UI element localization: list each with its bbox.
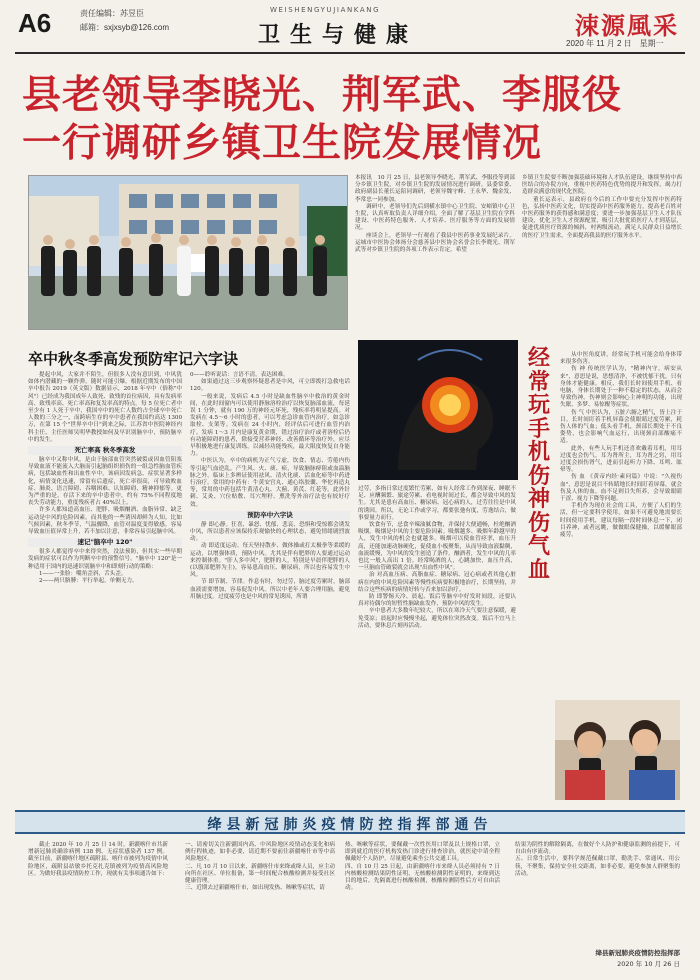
stroke-para: 1——一张脸：嘴角歪斜，舌头歪。 xyxy=(39,570,127,577)
stroke-para: 很多人都觉得卒中来得突然，没法预防，但其实一些早期发病的症状可以作为判断卒中的预警信号。"脑卒中 120"是一种适用于国内的迅速识别脑卒中和即刻行动的策略： xyxy=(28,549,182,570)
phone-para: 此外，有些人玩手机还喜欢戴着耳机，用耳过度也会伤气。耳为肾所主，耳为肾之窍，用耳过度会损伤肾气，进而引起听力下降、耳鸣、眩晕等。 xyxy=(560,445,682,474)
section-title: 卫生与健康 xyxy=(258,22,419,48)
stroke-para: 卒中患者大多数年纪较大，所以在寒冷天气要注意保暖，避免受凉；晨起时应慢慢坐起，避免体位突然改变。饭后不宜马上活动，要休息片刻再活动。 xyxy=(358,608,516,629)
title-char: 气 xyxy=(527,534,550,559)
phone-para: 伤 神 传统医学认为，"精神内守，病安从来"，意思是说，思想清净，不被忧郁干扰，只有身体才能健康。相反，我们长时间使用手机、看电脑，身体长期处于一种不稳定的状态，从而会导致伤神。伤神则会影响心主神明的功能，出现失眠、多梦、易惊醒等症状。 xyxy=(560,366,682,409)
visit-group-photo xyxy=(28,175,348,330)
stroke-subhead: 预防卒中六字诀 xyxy=(190,511,350,520)
stroke-para: 节 即节制、节律。作息有时，勿过劳，脑过度劳累时，脑部血液需要增加，容易促发中风。所以中老年人要合理用脑，避免用脑过度。过度疲劳也是中风的常见诱因，所谓 xyxy=(190,579,350,600)
brain-illustration xyxy=(358,340,518,480)
stroke-para: 防 即警惕天冷、晨起、饭后等脑卒中好发时间段，还要认真对待偶尔的短暂性脑缺血发作，预防中风的发生。 xyxy=(358,594,516,608)
stroke-para: 脑卒中又称中风，是由于脑部血管突然破裂或因血管阻塞导致血液不能流入大脑而引起脑组织损伤的一组急性脑血管疾病，包括缺血性和出血性卒中。该病因发病急，症状显著多样化，病情变化迅速，常留有后遗症，死亡率很高，可导致败血症、肺炎、语言障碍、吞咽困难、认知障碍、精神抑郁等。更为严重的是，存活下来的卒中患者中，约有 75%不同程度地丧失劳动能力，重度残疾者占 40%以上。 xyxy=(28,457,182,507)
phone-para: 从中医角度讲，经常玩手机可能会给身体带来很多伤害。 xyxy=(560,352,682,366)
page-number: A6 xyxy=(18,8,52,38)
notice-col-4: 结果为阴性的解除隔离，在做好个人防护和健康监测的前提下，可自由有序流动。 五、日常生活中，要科学规范佩戴口罩，勤洗手、常通风、用公筷，不聚集，保持安全社交距离，如非必要，避免参加人群聚集的活动。 xyxy=(515,842,680,877)
kids-phone-photo xyxy=(555,700,680,800)
stroke-para: 动 即适度运动。每天坚持散步、做体操或打太极拳等柔缓的运动，以增强体质，预防中风。尤其是伴有肥胖的人要通过运动来控制体重。"肝人多中风"，肥胖的人，特别是早晨伴肥胖的人(以腹部肥胖为主)，容易患高血压、糖尿病，所以也容易发生中风。 xyxy=(190,543,350,579)
issue-date: 2020 年 11 月 2 日 星期一 xyxy=(566,39,664,48)
title-char: 手 xyxy=(527,416,550,442)
notice-signature-date: 2020 年 10 月 26 日 xyxy=(617,960,680,968)
stroke-para: 中医认为，卒中的病机为正气亏虚，饮食、情志、劳倦内伤等引起气血逆乱，产生风、火、痰、瘀，导致脑脉痹阻或血溢脑脉之外，临床上多辨证使用祛风、清火化痰、活血化瘀等中药进行治疗。常用的中药有：牛黄安宫丸、通心络胶囊、华佗再造丸等，常用的中药包括牛黄清心丸、大薊、黄芪、红花等。此外针刺、艾灸、穴位贴敷、耳穴埋籽、熏洗等外治疗法也有较好疗效。 xyxy=(190,458,350,508)
lead-para: 董长运表示，县政府在今后的工作中要充分发挥中医药特色，弘扬中医药文化，切实提高中医药服务能力，提高老百姓对中医药服务的获得感和满意度；要进一步加强基层卫生人才队伍建设，优化卫生人才资源配置，吸引大批优质医疗人才到基层，促进优质医疗资源的倾斜，村两级流动，满足人民群众日益增长的医疗卫生需求，全面提高我县的医疗服务水平。 xyxy=(522,196,682,239)
title-char: 伤 xyxy=(527,463,550,489)
article-stroke-title: 卒中秋冬季高发预防牢记六字诀 xyxy=(28,350,239,368)
notice-title: 绛县新冠肺炎疫情防控指挥部通告 xyxy=(207,817,493,833)
email-label: 邮箱：sxjxsyb@126.com xyxy=(80,23,170,32)
stroke-col-3 xyxy=(358,486,516,630)
notice-col-1: 截止 2020 年 10 月 25 日 14 时，新疆喀什市共新增新冠肺炎确诊病例 138 例、无症状感染者 137 例。截至目前，新疆喀什地区疏附县、喀什市被列为疫情中风险地区，疏附县站敏乡托克扎克镇被列为疫情高风险地区。为做好我县疫情防控工作，现就有关事项通告如下： xyxy=(28,842,168,877)
title-char: 神 xyxy=(527,487,550,512)
stroke-col-1 xyxy=(28,372,182,585)
headline-line-1: 县老领导李晓光、荆军武、李服役 xyxy=(22,73,623,118)
masthead-logo: 涑源風采 xyxy=(575,11,679,40)
stroke-para: 饮食有节，忌食辛辣油腻食物，并保持大便通畅，杜绝酗酒吸烟。吸烟是中风的主要危险因素。吸烟越多、吸烟年龄越早的人，发生中风的机会也就越多。吸烟可以使血管痉挛，血压升高，还能加速动脉硬化，促使血小板聚集，从而导致血液黏稠，血流缓慢，为中风的发生创造了条件。酗酒者，发生中风的几率也比一般人高出 1 倍。经常喝酒的人，心跳加快，血压升高，一旦脑血管破裂就会出现"出血性中风"。 xyxy=(358,522,516,572)
lead-para: 乡镇卫生院要不断加强基础环境和人才队伍建设，继续坚持中西医结合的办院方向，重视中医药特色优势的提升和发挥，竭力打造群众满意的现代化医院。 xyxy=(522,175,682,196)
stroke-col-2 xyxy=(190,372,350,601)
stroke-subhead: 速记"脑卒中 120" xyxy=(28,538,182,547)
phone-article-text xyxy=(560,352,682,539)
lead-para: 本报讯 10 月 25 日，县老领导李晓光、荆军武、李服役等到部分乡镇卫生院，对乡镇卫生院的发展情况进行调研。县委常委、政府副县长董长运陪同调研，老领导魏守峰、王永华、魏金发、李常忠一同参加。 xyxy=(355,175,515,203)
notice-signature: 绛县新冠肺炎疫情防控指挥部 xyxy=(595,949,680,957)
title-char: 机 xyxy=(527,440,550,465)
phone-para: 伤 血 《黄帝内经·素问篇》中说："久视伤血"，意思是说目不转睛地长时间盯着屏幕，就会伤及人体的血。血不足则目失所养，会导致眼睛干涩、视力下降等问题。 xyxy=(560,474,682,503)
notice-banner xyxy=(15,810,685,834)
lead-article-col-1 xyxy=(355,175,515,254)
stroke-para: 0——聆听说话：言语不清，表达困难。 xyxy=(190,372,289,378)
stroke-para: 一般来说，发病后 4.5 小时是缺血性脑卒中救治的黄金时间，在此时间窗内可以使用静脉溶栓治疗以恢复脑部血流，每延误 1 分钟，就有 190 万的神经元坏死，残疾率将明显提高。对发病在 4.5～6 小时的患者，可以考虑急诊血管内治疗，如急诊取栓、支架等。发病在 24 小时内，经评估后可进行血管内治疗。发病 1～3 月内是康复黄金期，错过治疗治疗或者溶栓后仍有功能障碍的患者，除接受营养神经、改善循环等治疗外，应尽早积极地进行康复训练，以减轻功能残疾，最大限度恢复自身能力。 xyxy=(190,393,350,458)
stroke-para: 静 即心静。狂喜、暴怒、忧郁、悲哀、恐惧和受惊都会诱发中风，所以患者应该保持乐观愉快的心理状态，避免情绪剧烈波动。 xyxy=(190,521,350,543)
stroke-para: 治 对高血压病、高脂血症、糖尿病、冠心病或者其他心脏病在内的中风危险因素等慢性疾病要积极地治疗，长期坚持，并结合这些疾病的病情好转与否来加以治疗。 xyxy=(358,572,516,593)
editor-label: 责任编辑：苏昱臣 xyxy=(80,9,144,18)
title-char: 玩 xyxy=(527,393,550,418)
phone-para: 伤 气 中医认为，五脏六腑之精气，皆上注于目。长时间盯着手机屏幕会使眼睛过度劳累，耗伤人体的气血；低头看手机，颈部长期处于不良姿势，也会影响气血运行，出现颈肩部酸痛不适。 xyxy=(560,409,682,445)
stroke-para: 许多人都知道高血压、肥胖、吸烟酗酒、血脂异常、缺乏运动是中风的危险因素，而其他的一些诱因却鲜为人知。比如气候因素，秋冬季节，气温骤降，血管对温度变得敏感，容易导致血压值异常上升，若不加以注意，非常容易引起脑中风。 xyxy=(28,507,182,536)
stroke-para: 如果通过这三步观察怀疑患者是中风，可立即拨打急救电话 120。 xyxy=(190,379,350,393)
title-char: 常 xyxy=(527,369,550,395)
phone-article-title xyxy=(525,347,553,582)
lead-para: 座谈会上，老领导一行观看了我县中医药事业发展纪录片。运城市中医协会体扬分会慈善县中医协会名誉会长李晓光、荆军武等对乡镇卫生院的各项工作表示肯定，希望 xyxy=(355,232,515,254)
headline-line-2: 一行调研乡镇卫生院发展情况 xyxy=(22,121,543,166)
title-char: 血 xyxy=(527,557,550,583)
stroke-para: 过劳，多指日常过度繁忙劳累、如有人经常工作到深夜、睡眠不足、应酬频繁、旅途劳累、看电视时间过长，都会导致中风的发生。尤其是患有高血压、糖尿病、冠心病的人，过劳往往是中风的诱因。所以，无论工作或学习，都要张弛有度，劳逸结合，做事要量力而行。 xyxy=(358,486,516,521)
title-char: 伤 xyxy=(527,510,550,536)
stroke-subhead: 死亡率高 秋冬季高发 xyxy=(28,446,182,455)
phone-para: 手机作为现在社会的工具，方便了人们的生活，但一定要科学使用，如果不可避免地需要长时间使用手机，建议每隔一段时间休息一下，闭目养神，或者远眺，做做眼保健操，以缓解眼部疲劳。 xyxy=(560,503,682,539)
notice-col-2: 一、请密切关注新疆国内高、中风险地区疫情动态变化和病例行程轨迹，如非必要，请近期不要前往新疆喀什市等中高风险地区。 二、凡 10 月 10 日以来，新疆喀什市来绛或绛人员，应主动向所在社区、单位报备，第一时间配合核酸检测并接受社区健康管理。 三、近期去过新疆喀什市，如出现发热、咳嗽等症状，请 xyxy=(185,842,336,892)
stroke-para: 2——两只胳膊：平行举起，单侧无力。 xyxy=(39,578,138,585)
header-rule xyxy=(15,52,685,54)
stroke-para: 提起中风，大家并不陌生，但很多人没有意识到，中风犹如体内潜藏的一颗炸弹，随时可能引爆。根据近期发布的中国卒中报告 2019（英文版）数据显示，2018 年卒中（俗称"中风"）已经成为我国成年人致死、致残的首位病因，具有发病率高、致残率高、死亡率高和复发率高的特点。每 5 位死亡者中至少有 1 人死于卒中，我国卒中的死亡人数约占全球卒中死亡人数的三分之一，而跨病生存的卒中患者在我国约高达 1300 万，在第 15 个"世界卒中日"到来之际，江苏省中医院神经内科主任、主任医师吴明华教授如何及早识别脑卒中，预防脑卒中的发生。 xyxy=(28,372,182,443)
section-pinyin: WEISHENGYUJIANKANG xyxy=(270,6,381,14)
notice-col-3: 热、咳嗽等症状，要佩戴一次性医用口罩及以上规格口罩，立即到就近的医疗机构发热门诊进行排查诊治，就医途中请全程佩戴好个人防护，尽量避免乘坐公共交通工具。 四、自 10 月 25 日起，由新疆喀什市来绛人员必须持有 7 日内核酸检测结果阴性证明，无核酸检测阴性证明的，来绛到达目的地后，先隔离进行核酸检测，核酸检测阴性后方可自由活动。 xyxy=(345,842,500,892)
title-char: 经 xyxy=(527,346,550,371)
lead-article-col-2 xyxy=(522,175,682,240)
lead-para: 调研中，老领导们先后到横水镇中心卫生院、安峪镇中心卫生院，认真听取负责人详细介绍，全面了解了基层卫生院在学科建设、中医药特色服务、人才培养、医疗服务等方面的发展情况。 xyxy=(355,203,515,232)
